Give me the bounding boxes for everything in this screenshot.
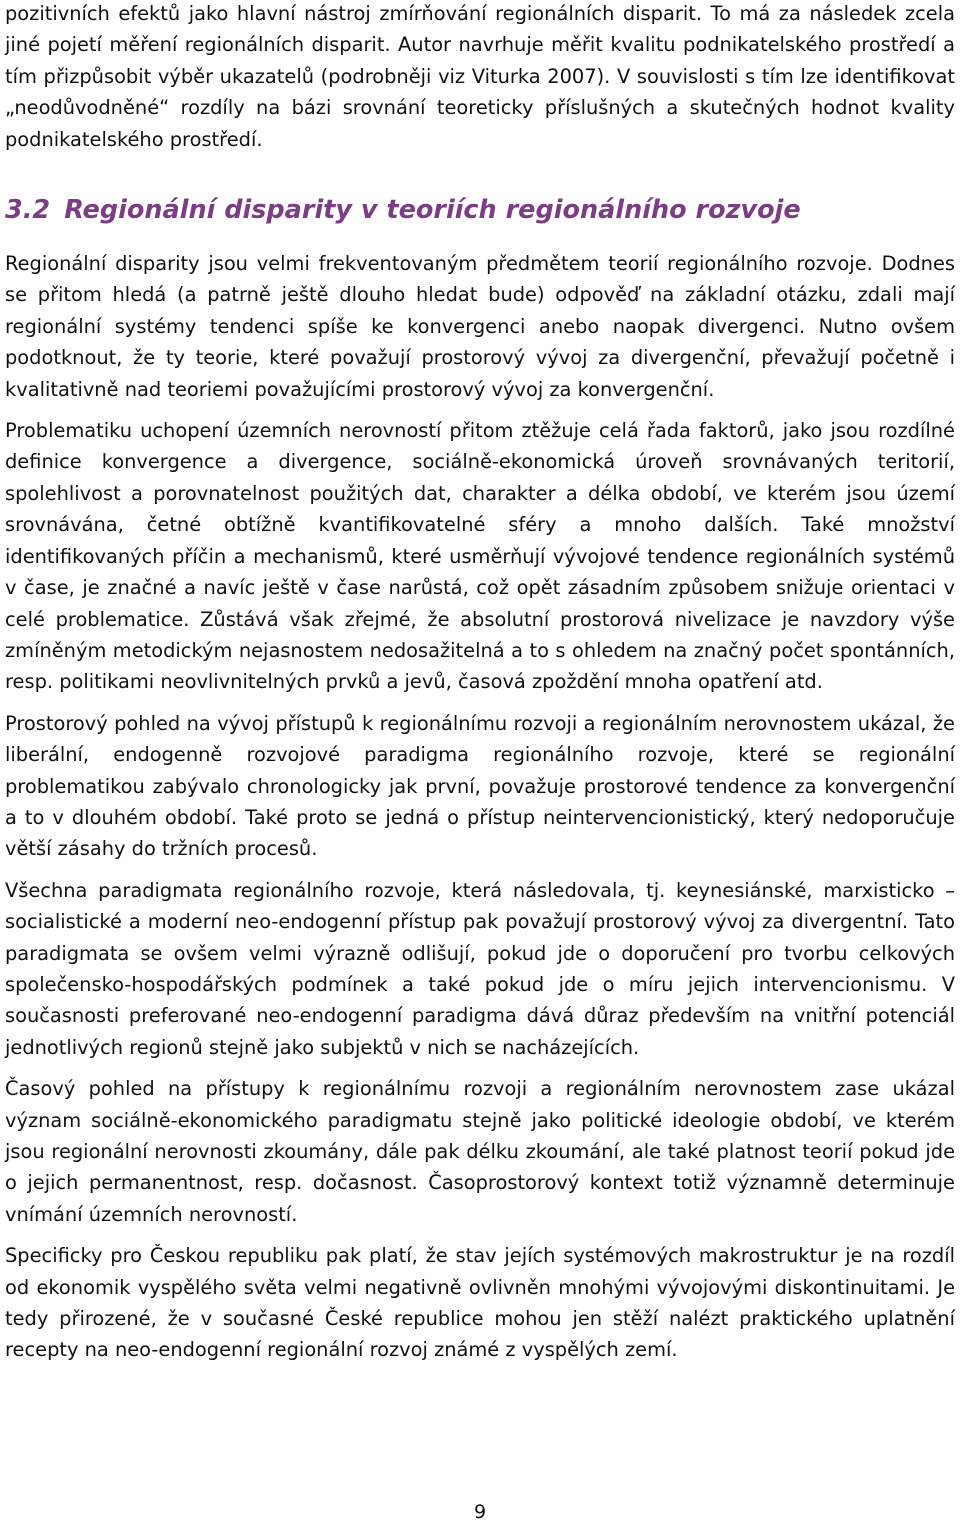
paragraph-1: Regionální disparity jsou velmi frekventovaným předmětem teorií regionálního rozvoje. Dodnes se přitom hledá (a patrně ještě dlouho hledat bude) odpověď na základní otázku, zdali mají regionální systémy tendenci spíše ke konvergenci anebo naopak divergenci. Nutno ovšem podotknout, že ty teorie, které považují prostorový vývoj za divergenční, převažují početně i kvalitativně nad teoriemi považujícími prostorový vývoj za konvergenční. [5, 252, 955, 401]
section-heading [5, 192, 955, 228]
section-number: 3.2 [5, 195, 51, 226]
intro-paragraph: pozitivních efektů jako hlavní nástroj zmírňování regionálních disparit. To má za následek zcela jiné pojetí měření regionálních disparit. Autor navrhuje měřit kvalitu podnikatelského prostředí a tím přizpůsobit výběr ukazatelů (podrobněji viz Viturka 2007). V souvislosti s tím lze identifikovat „neodůvodněné“ rozdíly na bázi srovnání teoreticky příslušných a skutečných hodnot kvality podnikatelského prostředí. [5, 2, 955, 151]
page-number: 9 [473, 1501, 487, 1523]
section-title: Regionální disparity v teoriích regionálního rozvoje [64, 195, 801, 226]
paragraph-6: Specificky pro Českou republiku pak platí, že stav jejích systémových makrostruktur je na rozdíl od ekonomik vyspělého světa velmi negativně ovlivněn mnohými vývojovými diskontinuitami. Je tedy přirozené, že v současné České republice mohou jen stěží nalézt praktického uplatnění recepty na neo-endogenní regionální rozvoj známé z vyspělých zemí. [5, 1244, 955, 1362]
paragraph-4: Všechna paradigmata regionálního rozvoje, která následovala, tj. keynesiánské, marxisticko – socialistické a moderní neo-endogenní přístup pak považují prostorový vývoj za divergentní. Tato paradigmata se ovšem velmi výrazně odlišují, pokud jde o doporučení pro tvorbu celkových společensko-hospodářských podmínek a také pokud jde o míru jejich intervencionismu. V současnosti preferované neo-endogenní paradigma dává důraz především na vnitřní potenciál jednotlivých regionů stejně jako subjektů v nich se nacházejících. [5, 878, 955, 1059]
document-page [5, 0, 955, 1366]
paragraph-5: Časový pohled na přístupy k regionálnímu rozvoji a regionálním nerovnostem zase ukázal význam sociálně-ekonomického paradigmatu stejně jako politické ideologie období, ve kterém jsou regionální nerovnosti zkoumány, dále pak délku zkoumání, ale také platnost teorií pokud jde o jejich permanentnost, resp. dočasnost. Časoprostorový kontext totiž významně determinuje vnímání územních nerovností. [5, 1077, 955, 1226]
paragraph-3: Prostorový pohled na vývoj přístupů k regionálnímu rozvoji a regionálním nerovnostem ukázal, že liberální, endogenně rozvojové paradigma regionálního rozvoje, které se regionální problematikou zabývalo chronologicky jak první, považuje prostorové tendence za konvergenční a to v dlouhém období. Také proto se jedná o přístup neintervencionistický, který nedoporučuje větší zásahy do tržních procesů. [5, 711, 955, 861]
paragraph-2: Problematiku uchopení územních nerovností přitom ztěžuje celá řada faktorů, jako jsou rozdílné definice konvergence a divergence, sociálně-ekonomická úroveň srovnávaných teritorií, spolehlivost a porovnatelnost použitých dat, charakter a délka období, ve kterém jsou území srovnávána, četné obtížně kvantifikovatelné sféry a mnoho dalších. Také množství identifikovaných příčin a mechanismů, které usměrňují vývojové tendence regionálních systémů v čase, je značné a navíc ještě v čase narůstá, což opět zásadním způsobem snižuje orientaci v celé problematice. Zůstává však zřejmé, že absolutní prostorová nivelizace je navzdory výše zmíněným metodickým nejasnostem nedosažitelná a to s ohledem na značný počet spontánních, resp. politikami neovlivnitelných prvků a jevů, časová zpoždění mnoha opatření atd. [5, 419, 955, 694]
